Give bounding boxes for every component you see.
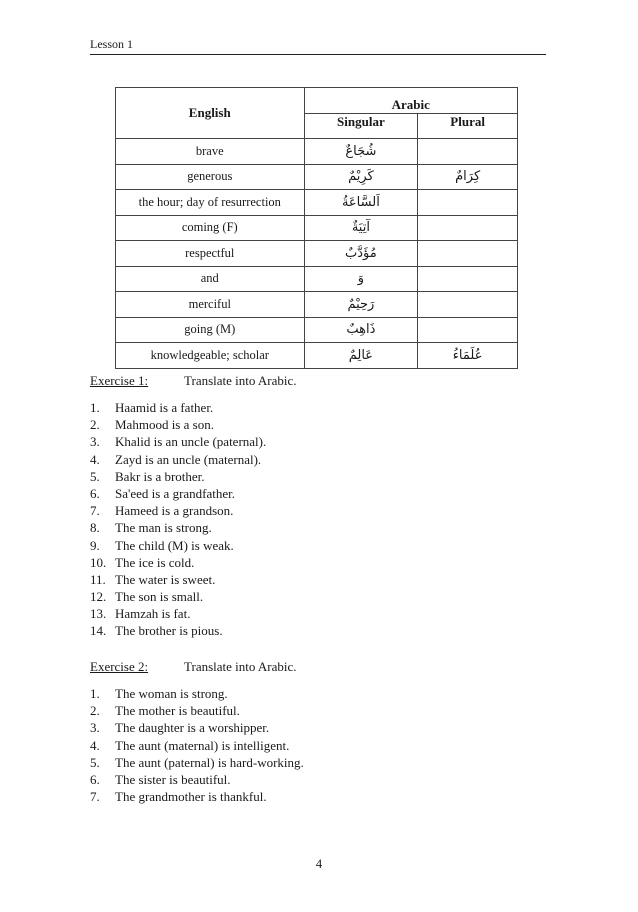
list-item (90, 605, 550, 622)
item-sentence: The child (M) is weak. (115, 537, 234, 553)
arabic-plural-cell (418, 190, 518, 216)
item-number: 3. (90, 434, 100, 450)
column-header-singular: Singular (304, 113, 418, 139)
item-sentence: Sa'eed is a grandfather. (115, 485, 236, 501)
list-item (90, 702, 550, 719)
list-item (90, 433, 550, 450)
list-item (90, 519, 550, 536)
list-item (90, 771, 550, 788)
list-item (90, 537, 550, 554)
arabic-singular-cell: شُجَاعٌ (304, 139, 418, 165)
arabic-plural-cell: عُلَمَاءُ (418, 343, 518, 369)
english-cell: brave (116, 139, 305, 165)
item-number: 13. (90, 606, 107, 622)
arabic-plural-cell: كِرَامٌ (418, 164, 518, 190)
column-header-arabic: Arabic (304, 88, 517, 114)
list-item (90, 571, 550, 588)
list-item (90, 719, 550, 736)
arabic-plural-cell (418, 215, 518, 241)
english-cell: going (M) (116, 317, 305, 343)
arabic-singular-cell: كَرِيْمٌ (304, 164, 418, 190)
item-sentence: The aunt (paternal) is hard-working. (115, 754, 304, 770)
item-number: 2. (90, 417, 100, 433)
english-cell: merciful (116, 292, 305, 318)
running-header: Lesson 1 (90, 37, 133, 51)
arabic-singular-cell: رَحِيْمٌ (304, 292, 418, 318)
arabic-singular-cell: آتِيَةٌ (304, 215, 418, 241)
page-number: 4 (315, 857, 323, 871)
item-number: 5. (90, 468, 100, 484)
table-row (116, 241, 518, 267)
item-number: 10. (90, 554, 107, 570)
arabic-singular-cell: عَالِمٌ (304, 343, 418, 369)
item-number: 7. (90, 503, 100, 519)
list-item (90, 685, 550, 702)
arabic-plural-cell (418, 241, 518, 267)
arabic-singular-cell: مُؤَدَّبٌ (304, 241, 418, 267)
exercise-1-label: Exercise 1: (90, 373, 149, 388)
table-row (116, 164, 518, 190)
table-row (116, 190, 518, 216)
item-number: 2. (90, 703, 100, 719)
item-sentence: Haamid is a father. (115, 400, 214, 415)
item-number: 4. (90, 737, 100, 753)
item-sentence: The mother is beautiful. (115, 703, 240, 719)
list-item (90, 554, 550, 571)
exercise-2-label: Exercise 2: (90, 659, 149, 674)
english-cell: generous (116, 164, 305, 190)
table-row (116, 343, 518, 369)
item-sentence: The aunt (maternal) is intelligent. (115, 737, 290, 753)
item-sentence: The sister is beautiful. (115, 771, 231, 787)
list-item (90, 451, 550, 468)
item-sentence: The daughter is a worshipper. (115, 720, 270, 736)
item-sentence: The water is sweet. (115, 571, 216, 587)
arabic-plural-cell (418, 266, 518, 292)
item-sentence: Mahmood is a son. (115, 417, 214, 433)
item-sentence: The grandmother is thankful. (115, 789, 267, 805)
arabic-singular-cell: ذَاهِبٌ (304, 317, 418, 343)
english-cell: knowledgeable; scholar (116, 343, 305, 369)
item-number: 3. (90, 720, 100, 736)
item-sentence: The son is small. (115, 589, 204, 605)
table-row (116, 292, 518, 318)
item-number: 9. (90, 537, 100, 553)
item-number: 14. (90, 623, 107, 639)
item-number: 6. (90, 485, 100, 501)
item-number: 11. (90, 571, 106, 587)
vocabulary-table (115, 87, 518, 369)
item-sentence: Hameed is a grandson. (115, 503, 234, 519)
item-number: 7. (90, 789, 100, 805)
list-item (90, 737, 550, 754)
item-number: 6. (90, 771, 100, 787)
exercise-1-instruction: Translate into Arabic. (184, 373, 297, 388)
english-cell: the hour; day of resurrection (116, 190, 305, 216)
exercise-2-heading (90, 659, 550, 679)
exercise-2-instruction: Translate into Arabic. (184, 659, 297, 674)
column-header-english: English (116, 88, 305, 139)
column-header-plural: Plural (418, 113, 518, 139)
item-sentence: Khalid is an uncle (paternal). (115, 434, 267, 450)
exercise-2 (90, 659, 550, 805)
item-sentence: The man is strong. (115, 520, 212, 536)
arabic-plural-cell (418, 317, 518, 343)
item-sentence: Zayd is an uncle (maternal). (115, 451, 262, 467)
item-number: 1. (90, 400, 100, 415)
list-item (90, 622, 550, 639)
item-number: 5. (90, 754, 100, 770)
item-sentence: The woman is strong. (115, 686, 228, 701)
exercise-1 (90, 373, 550, 640)
list-item (90, 416, 550, 433)
item-number: 8. (90, 520, 100, 536)
table-row (116, 317, 518, 343)
english-cell: coming (F) (116, 215, 305, 241)
arabic-plural-cell (418, 139, 518, 165)
english-cell: respectful (116, 241, 305, 267)
exercise-1-heading (90, 373, 550, 393)
list-item (90, 502, 550, 519)
item-number: 4. (90, 451, 100, 467)
table-row (116, 139, 518, 165)
list-item (90, 754, 550, 771)
exercise-2-list (90, 685, 550, 805)
table-row (116, 266, 518, 292)
list-item (90, 468, 550, 485)
list-item (90, 399, 550, 416)
arabic-singular-cell: وَ (304, 266, 418, 292)
exercise-1-list (90, 399, 550, 640)
item-number: 1. (90, 686, 100, 701)
item-sentence: Bakr is a brother. (115, 468, 205, 484)
item-sentence: Hamzah is fat. (115, 606, 191, 622)
table-row (116, 215, 518, 241)
item-sentence: The brother is pious. (115, 623, 223, 639)
arabic-plural-cell (418, 292, 518, 318)
list-item (90, 485, 550, 502)
list-item (90, 788, 550, 805)
list-item (90, 588, 550, 605)
header-rule (90, 54, 546, 55)
english-cell: and (116, 266, 305, 292)
item-number: 12. (90, 589, 107, 605)
item-sentence: The ice is cold. (115, 554, 195, 570)
arabic-singular-cell: اَلسَّاعَةُ (304, 190, 418, 216)
